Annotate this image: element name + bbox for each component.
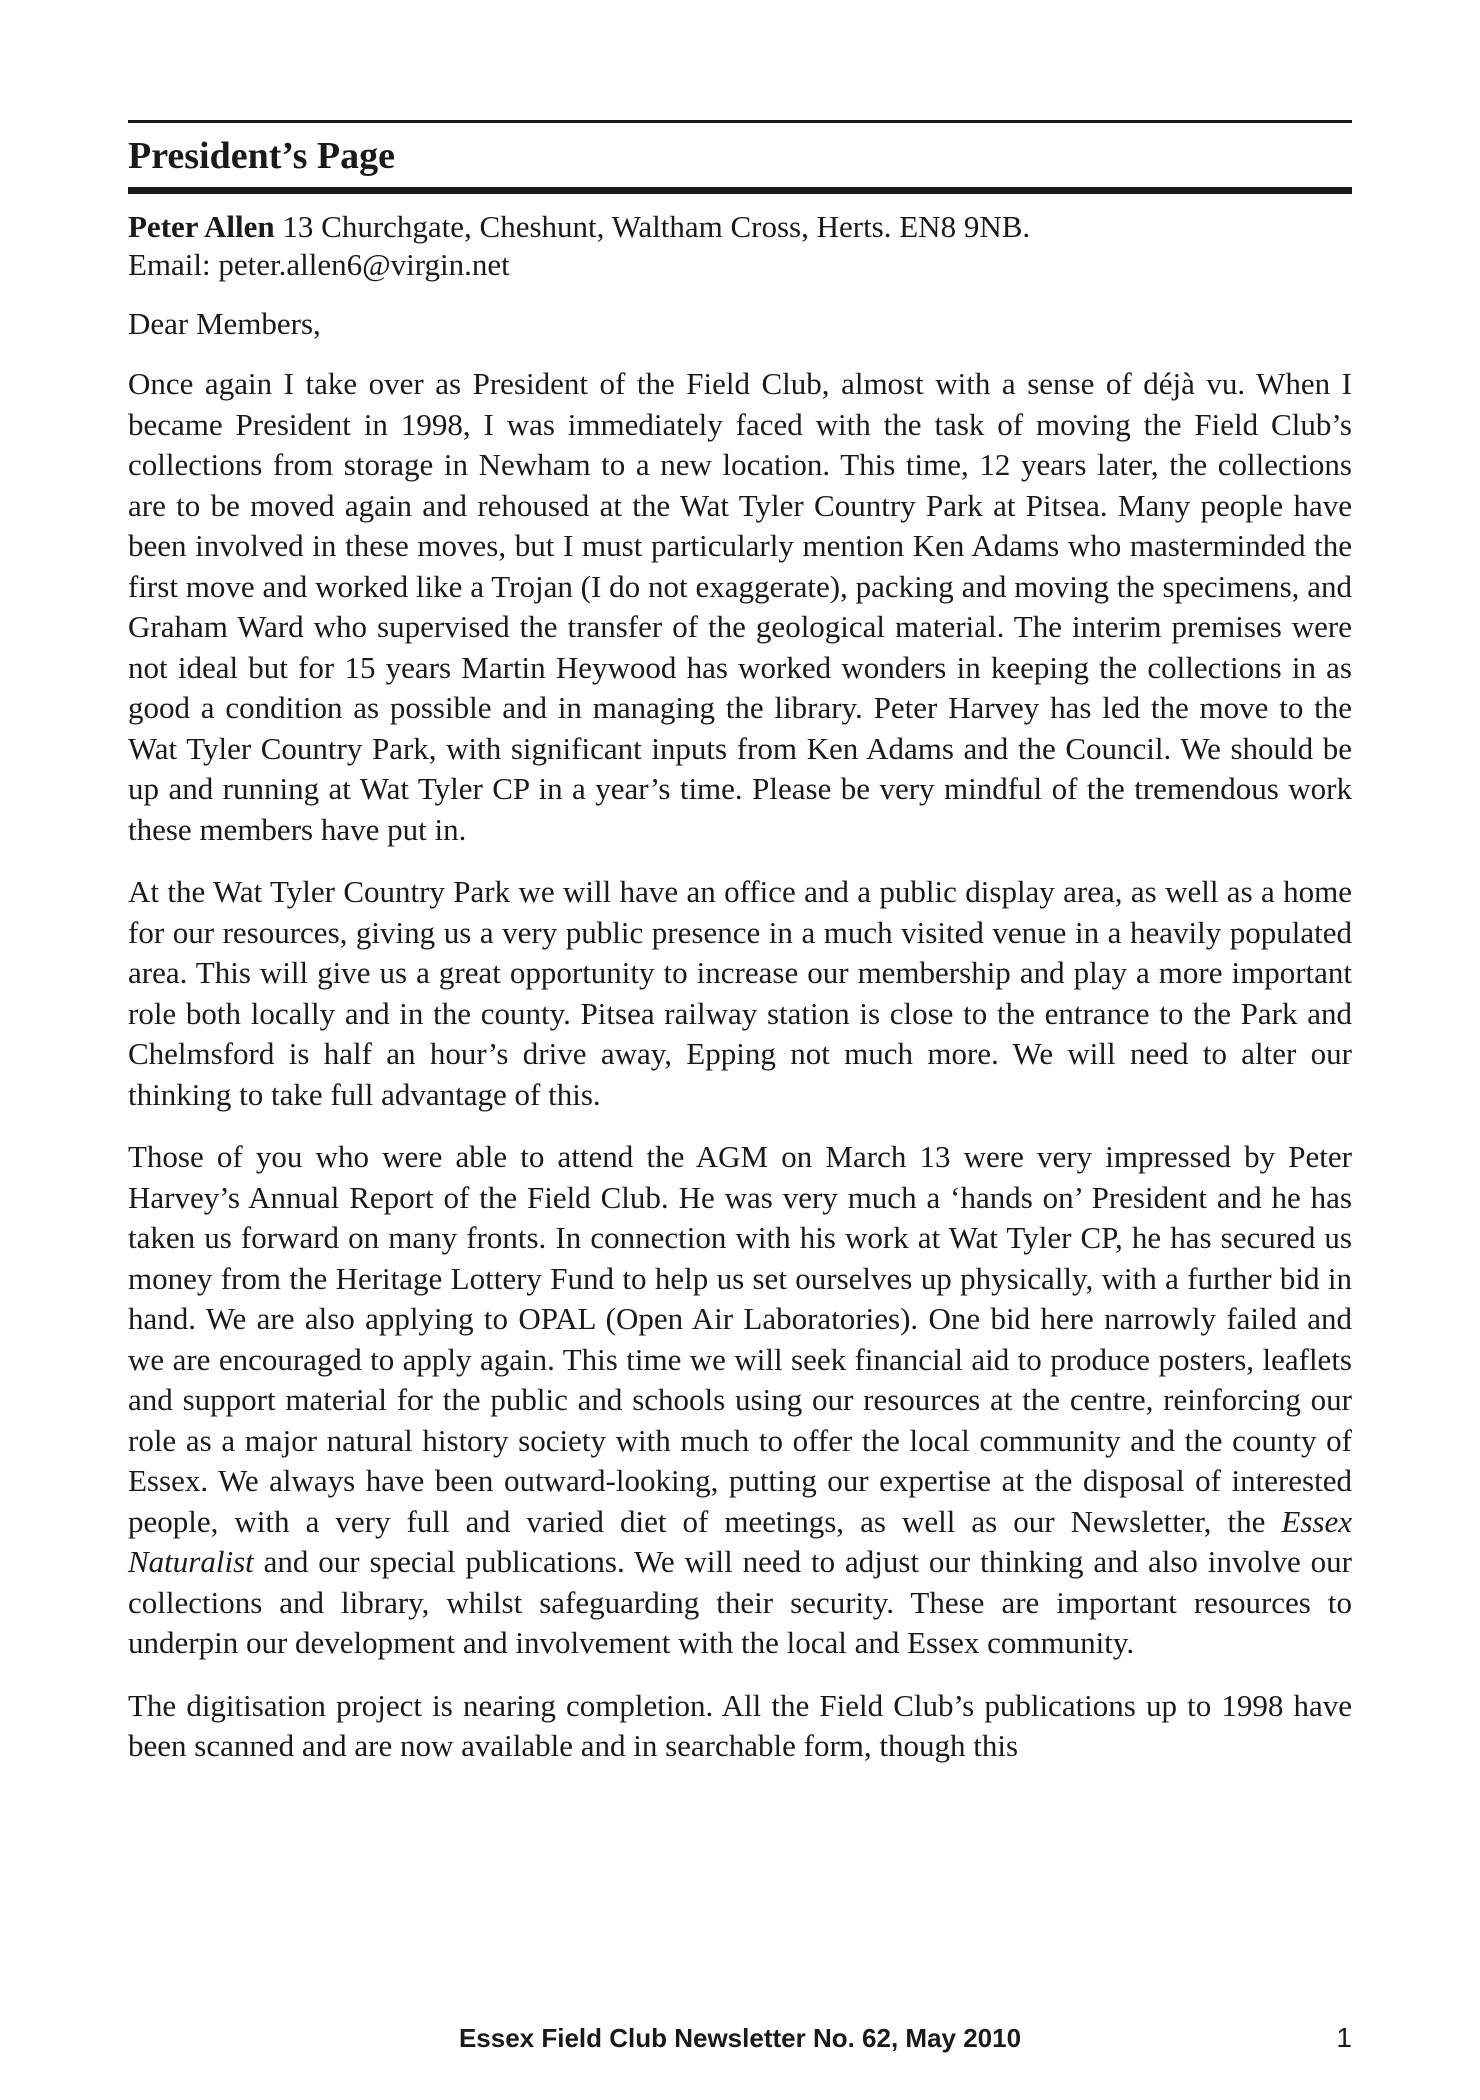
author-name: Peter Allen [128,209,275,244]
salutation: Dear Members, [128,306,321,341]
page-footer [128,2020,1352,2060]
paragraph-2: At the Wat Tyler Country Park we will have an office and a public display area, as well as a home for our resources, giving us a very public presence in a much visited venue in a heavily populated area. This will give us a great opportunity to increase our membership and play a more important role both locally and in the county. Pitsea railway station is close to the entrance to the Park and Chelmsford is half an hour’s drive away, Epping not much more. We will need to alter our thinking to take full advantage of this. [128,874,1352,1112]
paragraph-3-part-b: and our special publications. We will need to adjust our thinking and also involve our collections and library, whilst safeguarding their security. These are important resources to underpin our development and involvement with the local and Essex community. [128,1544,1353,1660]
page-number: 1 [1336,2022,1352,2053]
author-address-block [128,208,1352,284]
author-email: Email: peter.allen6@virgin.net [128,247,510,282]
author-address: 13 Churchgate, Cheshunt, Waltham Cross, Herts. EN8 9NB. [282,209,1031,244]
paragraph-1: Once again I take over as President of the Field Club, almost with a sense of déjà vu. When I became President in 1998, I was immediately faced with the task of moving the Field Club’s collections from storage in Newham to a new location. This time, 12 years later, the collections are to be moved again and rehoused at the Wat Tyler Country Park at Pitsea. Many people have been involved in these moves, but I must particularly mention Ken Adams who masterminded the first move and worked like a Trojan (I do not exaggerate), packing and moving the specimens, and Graham Ward who supervised the transfer of the geological material. The interim premises were not ideal but for 15 years Martin Heywood has worked wonders in keeping the collections in as good a condition as possible and in managing the library. Peter Harvey has led the move to the Wat Tyler Country Park, with significant inputs from Ken Adams and the Council. We should be up and running at Wat Tyler CP in a year’s time. Please be very mindful of the tremendous work these members have put in. [128,366,1352,847]
publication-title: Essex Naturalist [128,1503,1353,1579]
page-title: President’s Page [128,135,396,177]
paragraph-3 [128,1137,1352,1664]
paragraph-3-part-a: Those of you who were able to attend the AGM on March 13 were very impressed by Peter Harvey’s Annual Report of the Field Club. He was very much a ‘hands on’ President and he has taken us forward on many fronts. In connection with his work at Wat Tyler CP, he has secured us money from the Heritage Lottery Fund to help us set ourselves up physically, with a further bid in hand. We are also applying to OPAL (Open Air Laboratories). One bid here narrowly failed and we are encouraged to apply again. This time we will seek financial aid to produce posters, leaflets and support material for the public and schools using our resources at the centre, reinforcing our role as a major natural history society with much to offer the local community and the county of Essex. We always have been outward-looking, putting our expertise at the disposal of interested people, with a very full and varied diet of meetings, as well as our Newsletter, the [128,1139,1352,1539]
top-rule [128,120,1352,123]
title-rule [128,187,1352,194]
newsletter-title: Essex Field Club Newsletter No. 62, May 2010 [458,2023,1022,2053]
paragraph-4: The digitisation project is nearing completion. All the Field Club’s publications up to 1998 have been scanned and are now available and in searchable form, though this [128,1687,1352,1763]
page-content [128,120,1352,1789]
